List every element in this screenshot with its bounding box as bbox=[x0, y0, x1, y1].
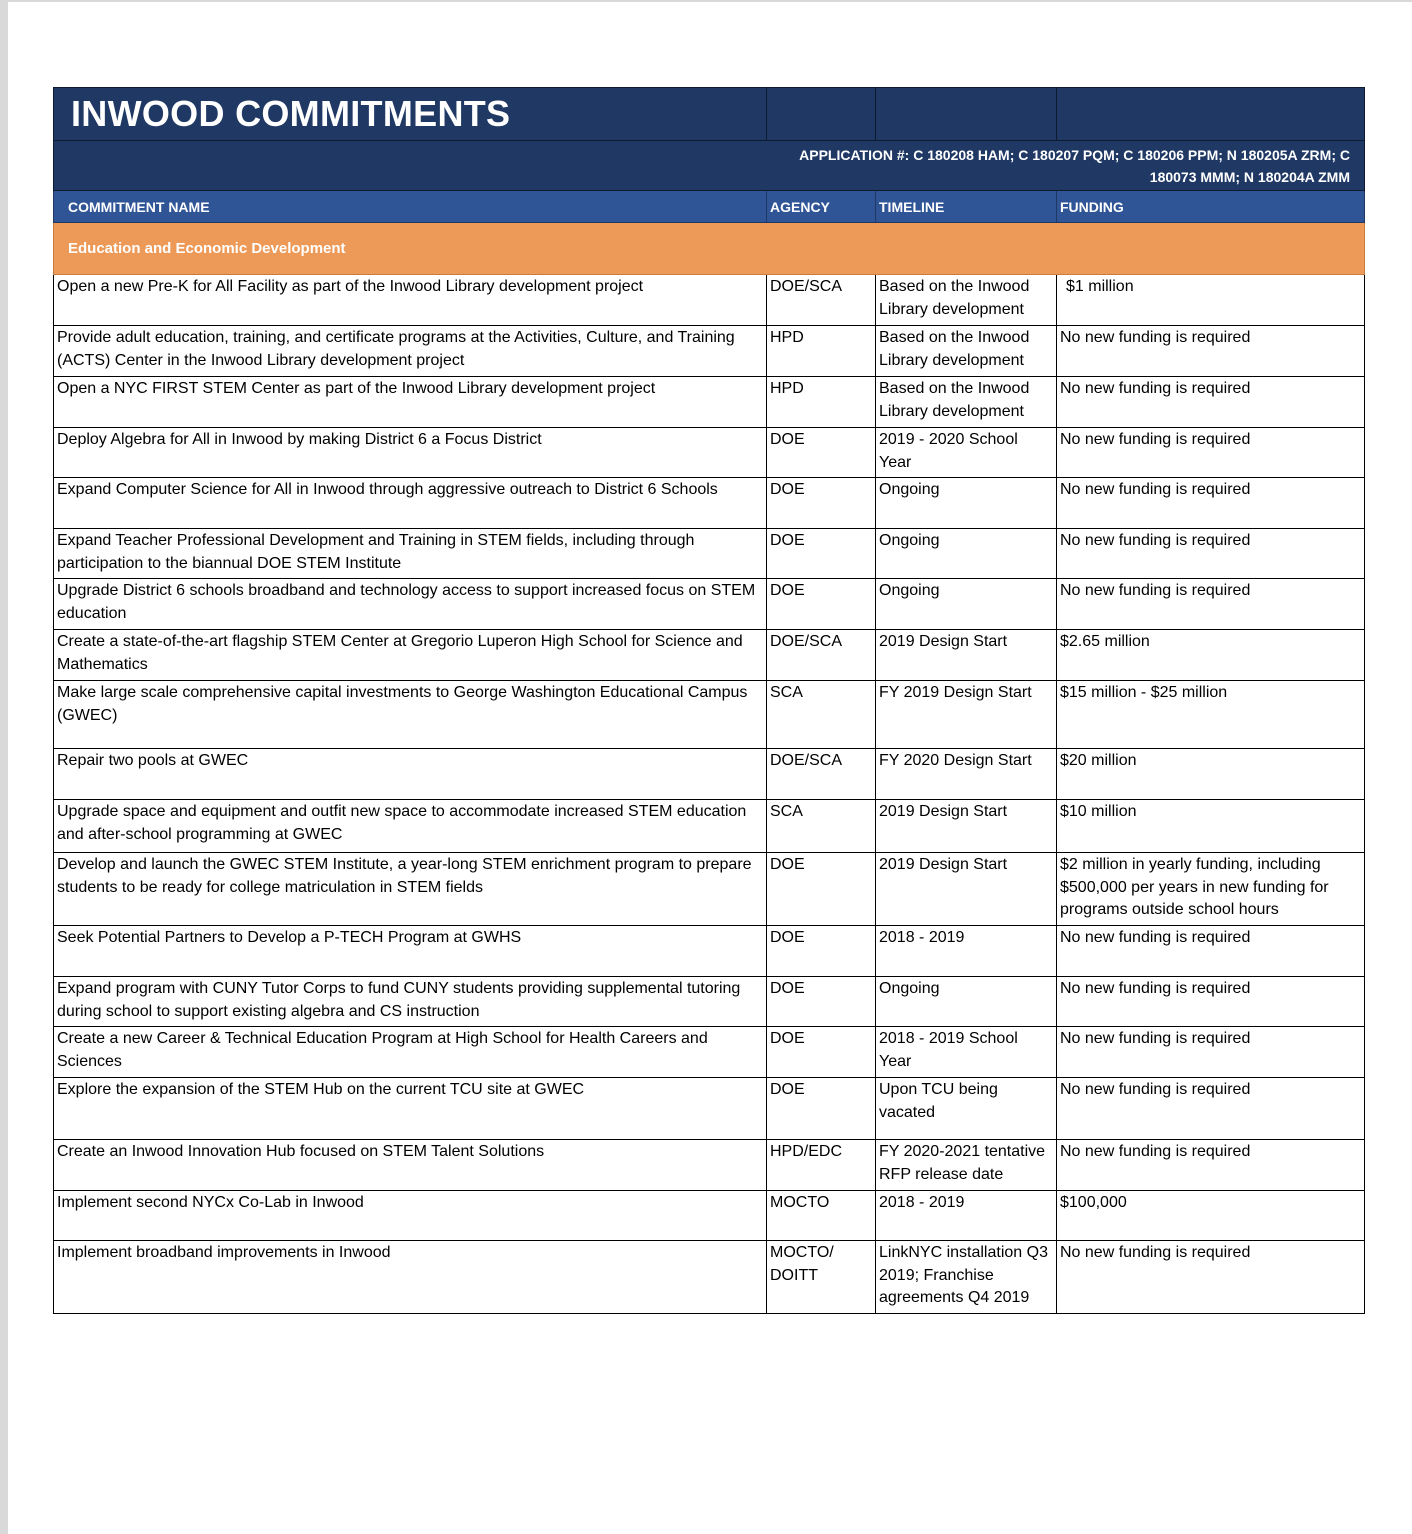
agency-cell: HPD bbox=[767, 326, 876, 377]
agency-cell: SCA bbox=[767, 681, 876, 749]
table-row bbox=[54, 749, 1365, 800]
agency-cell: DOE bbox=[767, 1027, 876, 1078]
funding-cell: $15 million - $25 million bbox=[1057, 681, 1365, 749]
commitment-name: Expand Computer Science for All in Inwood through aggressive outreach to District 6 Schools bbox=[54, 478, 767, 529]
funding-cell: No new funding is required bbox=[1057, 1140, 1365, 1191]
commitment-name: Develop and launch the GWEC STEM Institute, a year-long STEM enrichment program to prepare students to be ready for college matriculation in STEM fields bbox=[54, 853, 767, 926]
table-row bbox=[54, 428, 1365, 478]
table-row bbox=[54, 853, 1365, 926]
title-row bbox=[54, 88, 1365, 141]
funding-cell: $1 million bbox=[1057, 275, 1365, 326]
agency-cell: SCA bbox=[767, 800, 876, 853]
title-spacer-cell bbox=[876, 88, 1057, 141]
timeline-cell: 2018 - 2019 School Year bbox=[876, 1027, 1057, 1078]
commitment-name: Repair two pools at GWEC bbox=[54, 749, 767, 800]
table-row bbox=[54, 1027, 1365, 1078]
commitment-name: Upgrade District 6 schools broadband and technology access to support increased focus on STEM education bbox=[54, 579, 767, 630]
column-header-name: COMMITMENT NAME bbox=[54, 191, 767, 223]
commitment-name: Create a state-of-the-art flagship STEM Center at Gregorio Luperon High School for Science and Mathematics bbox=[54, 630, 767, 681]
table-row bbox=[54, 478, 1365, 529]
commitments-document bbox=[53, 87, 1364, 1314]
table-row bbox=[54, 1140, 1365, 1191]
timeline-cell: Ongoing bbox=[876, 579, 1057, 630]
commitment-name: Implement second NYCx Co-Lab in Inwood bbox=[54, 1191, 767, 1241]
timeline-cell: Based on the Inwood Library development bbox=[876, 377, 1057, 428]
funding-cell: No new funding is required bbox=[1057, 377, 1365, 428]
table-row bbox=[54, 326, 1365, 377]
table-row bbox=[54, 630, 1365, 681]
timeline-cell: LinkNYC installation Q3 2019; Franchise agreements Q4 2019 bbox=[876, 1241, 1057, 1314]
funding-cell: No new funding is required bbox=[1057, 977, 1365, 1027]
document-title: INWOOD COMMITMENTS bbox=[54, 88, 767, 141]
agency-cell: MOCTO/ DOITT bbox=[767, 1241, 876, 1314]
agency-cell: DOE/SCA bbox=[767, 630, 876, 681]
commitment-name: Upgrade space and equipment and outfit new space to accommodate increased STEM education and after-school programming at GWEC bbox=[54, 800, 767, 853]
agency-cell: DOE bbox=[767, 1078, 876, 1140]
commitment-name: Provide adult education, training, and certificate programs at the Activities, Culture, and Training (ACTS) Center in the Inwood Library development project bbox=[54, 326, 767, 377]
timeline-cell: 2018 - 2019 bbox=[876, 1191, 1057, 1241]
funding-cell: No new funding is required bbox=[1057, 1241, 1365, 1314]
table-row bbox=[54, 977, 1365, 1027]
table-row bbox=[54, 1241, 1365, 1314]
section-row bbox=[54, 223, 1365, 275]
commitment-name: Explore the expansion of the STEM Hub on the current TCU site at GWEC bbox=[54, 1078, 767, 1140]
funding-cell: $20 million bbox=[1057, 749, 1365, 800]
agency-cell: DOE bbox=[767, 428, 876, 478]
table-row bbox=[54, 681, 1365, 749]
funding-cell: No new funding is required bbox=[1057, 1078, 1365, 1140]
table-row bbox=[54, 377, 1365, 428]
funding-cell: No new funding is required bbox=[1057, 529, 1365, 579]
table-row bbox=[54, 926, 1365, 977]
timeline-cell: Based on the Inwood Library development bbox=[876, 326, 1057, 377]
commitment-name: Expand Teacher Professional Development and Training in STEM fields, including through participation to the biannual DOE STEM Institute bbox=[54, 529, 767, 579]
commitment-name: Create a new Career & Technical Education Program at High School for Health Careers and Sciences bbox=[54, 1027, 767, 1078]
title-spacer-cell bbox=[1057, 88, 1365, 141]
column-header-agency: AGENCY bbox=[767, 191, 876, 223]
column-header-timeline: TIMELINE bbox=[876, 191, 1057, 223]
timeline-cell: 2019 - 2020 School Year bbox=[876, 428, 1057, 478]
funding-cell: $2.65 million bbox=[1057, 630, 1365, 681]
commitment-name: Deploy Algebra for All in Inwood by making District 6 a Focus District bbox=[54, 428, 767, 478]
timeline-cell: FY 2020-2021 tentative RFP release date bbox=[876, 1140, 1057, 1191]
table-row bbox=[54, 1078, 1365, 1140]
timeline-cell: Ongoing bbox=[876, 977, 1057, 1027]
commitment-name: Expand program with CUNY Tutor Corps to fund CUNY students providing supplemental tutoring during school to support existing algebra and CS instruction bbox=[54, 977, 767, 1027]
funding-cell: No new funding is required bbox=[1057, 1027, 1365, 1078]
funding-cell: $10 million bbox=[1057, 800, 1365, 853]
timeline-cell: 2019 Design Start bbox=[876, 800, 1057, 853]
table-row bbox=[54, 1191, 1365, 1241]
section-heading: Education and Economic Development bbox=[54, 223, 1365, 275]
funding-cell: No new funding is required bbox=[1057, 926, 1365, 977]
commitment-name: Seek Potential Partners to Develop a P-TECH Program at GWHS bbox=[54, 926, 767, 977]
timeline-cell: 2018 - 2019 bbox=[876, 926, 1057, 977]
timeline-cell: Upon TCU being vacated bbox=[876, 1078, 1057, 1140]
agency-cell: DOE/SCA bbox=[767, 749, 876, 800]
funding-cell: $2 million in yearly funding, including $500,000 per years in new funding for programs outside school hours bbox=[1057, 853, 1365, 926]
column-header-row bbox=[54, 191, 1365, 223]
agency-cell: DOE bbox=[767, 853, 876, 926]
agency-cell: DOE bbox=[767, 529, 876, 579]
funding-cell: No new funding is required bbox=[1057, 478, 1365, 529]
commitment-name: Open a new Pre-K for All Facility as part of the Inwood Library development project bbox=[54, 275, 767, 326]
timeline-cell: 2019 Design Start bbox=[876, 853, 1057, 926]
agency-cell: HPD/EDC bbox=[767, 1140, 876, 1191]
commitment-name: Create an Inwood Innovation Hub focused on STEM Talent Solutions bbox=[54, 1140, 767, 1191]
application-spacer-cell bbox=[54, 141, 767, 191]
agency-cell: DOE bbox=[767, 926, 876, 977]
table-row bbox=[54, 275, 1365, 326]
application-row bbox=[54, 141, 1365, 191]
table-row bbox=[54, 579, 1365, 630]
commitment-name: Implement broadband improvements in Inwood bbox=[54, 1241, 767, 1314]
title-spacer-cell bbox=[767, 88, 876, 141]
table-row bbox=[54, 529, 1365, 579]
commitment-name: Open a NYC FIRST STEM Center as part of the Inwood Library development project bbox=[54, 377, 767, 428]
commitment-name: Make large scale comprehensive capital investments to George Washington Educational Campus (GWEC) bbox=[54, 681, 767, 749]
table-row bbox=[54, 800, 1365, 853]
timeline-cell: FY 2020 Design Start bbox=[876, 749, 1057, 800]
agency-cell: MOCTO bbox=[767, 1191, 876, 1241]
funding-cell: No new funding is required bbox=[1057, 579, 1365, 630]
agency-cell: DOE/SCA bbox=[767, 275, 876, 326]
agency-cell: DOE bbox=[767, 579, 876, 630]
commitments-table bbox=[53, 87, 1365, 1314]
agency-cell: DOE bbox=[767, 478, 876, 529]
funding-cell: No new funding is required bbox=[1057, 428, 1365, 478]
application-numbers: APPLICATION #: C 180208 HAM; C 180207 PQM; C 180206 PPM; N 180205A ZRM; C 180073 MMM; N 180204A ZMM bbox=[767, 141, 1365, 191]
agency-cell: HPD bbox=[767, 377, 876, 428]
agency-cell: DOE bbox=[767, 977, 876, 1027]
funding-cell: No new funding is required bbox=[1057, 326, 1365, 377]
timeline-cell: 2019 Design Start bbox=[876, 630, 1057, 681]
timeline-cell: Ongoing bbox=[876, 529, 1057, 579]
timeline-cell: FY 2019 Design Start bbox=[876, 681, 1057, 749]
timeline-cell: Ongoing bbox=[876, 478, 1057, 529]
timeline-cell: Based on the Inwood Library development bbox=[876, 275, 1057, 326]
funding-cell: $100,000 bbox=[1057, 1191, 1365, 1241]
column-header-funding: FUNDING bbox=[1057, 191, 1365, 223]
